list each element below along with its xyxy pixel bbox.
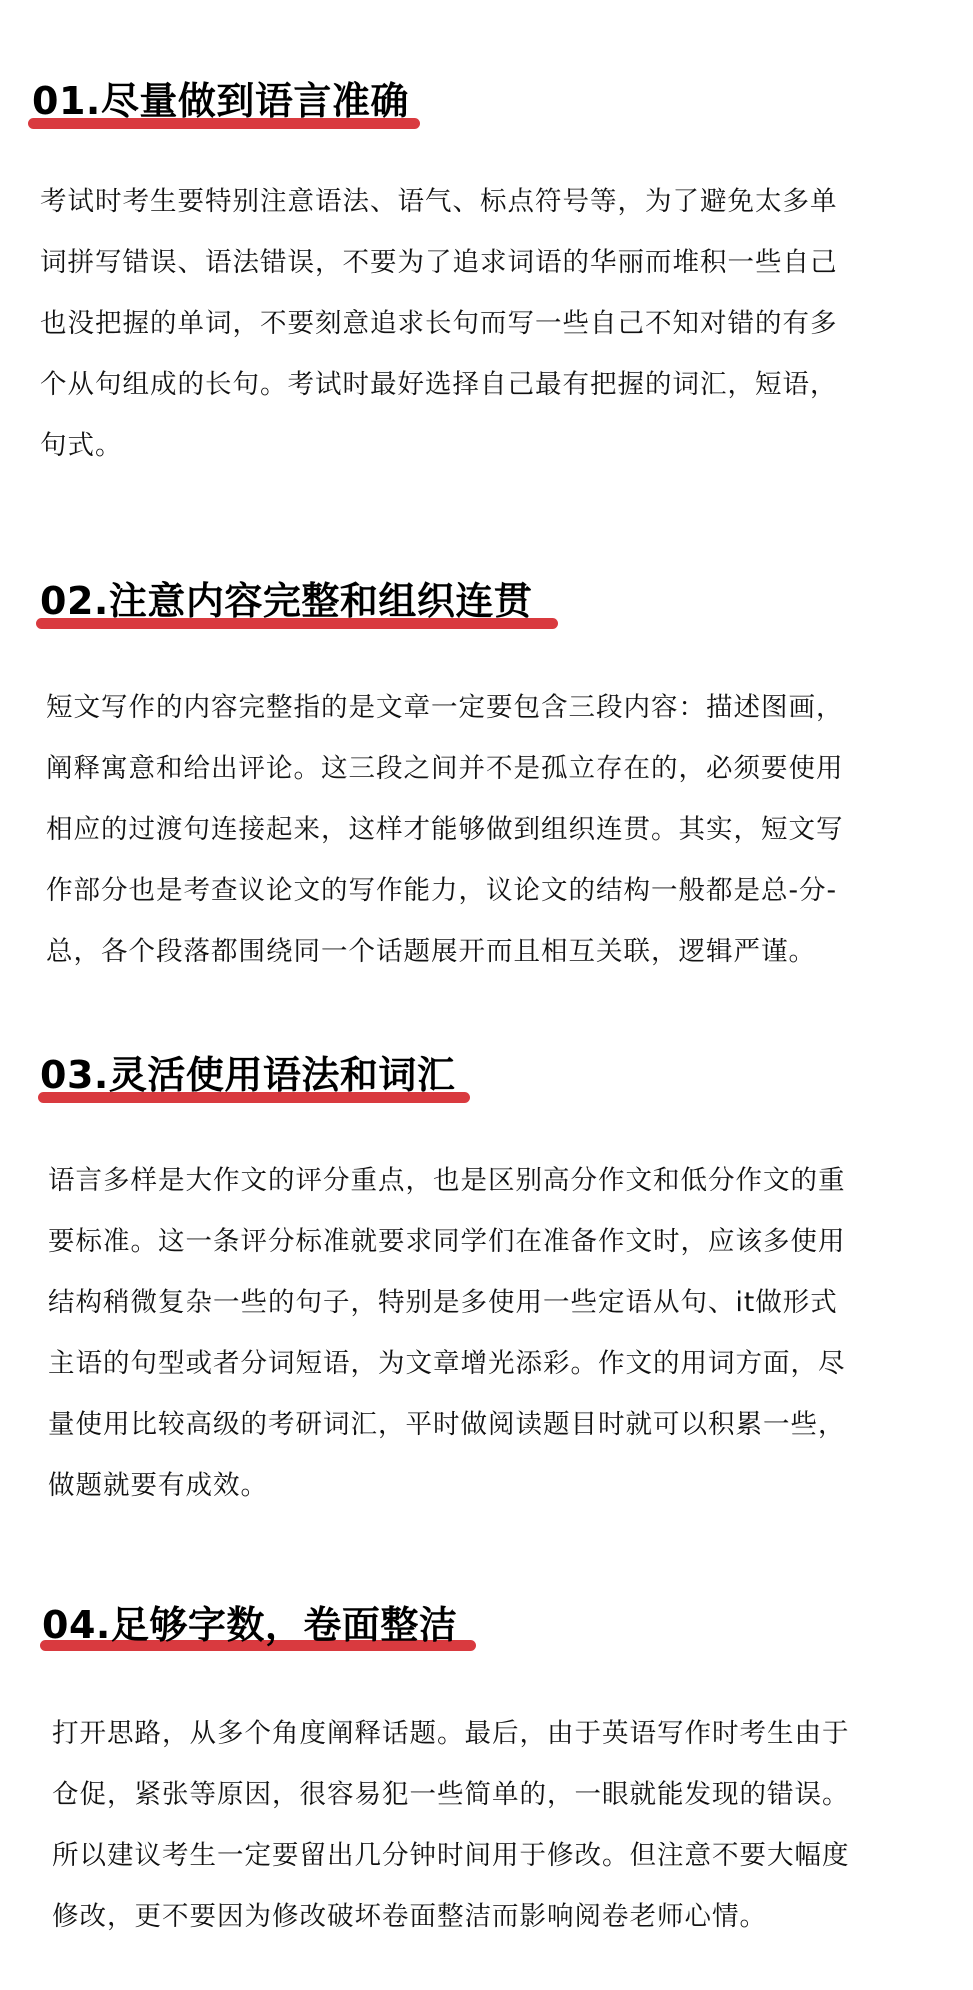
section-paragraph bbox=[40, 171, 838, 476]
paragraph-line: 个从句组成的长句。考试时最好选择自己最有把握的词汇，短语， bbox=[40, 369, 838, 400]
paragraph-line: 总，各个段落都围绕同一个话题展开而且相互关联，逻辑严谨。 bbox=[46, 936, 816, 967]
paragraph-line: 仓促，紧张等原因，很容易犯一些简单的，一眼就能发现的错误。 bbox=[52, 1779, 850, 1810]
paragraph-line: 短文写作的内容完整指的是文章一定要包含三段内容：描述图画， bbox=[46, 692, 844, 723]
paragraph-line: 阐释寓意和给出评论。这三段之间并不是孤立存在的，必须要使用 bbox=[46, 753, 844, 784]
paragraph-line: 考试时考生要特别注意语法、语气、标点符号等，为了避免太多单 bbox=[40, 186, 838, 217]
section-paragraph bbox=[52, 1703, 850, 1947]
paragraph-line: 词拼写错误、语法错误，不要为了追求词语的华丽而堆积一些自己 bbox=[40, 247, 838, 278]
section-heading: 02.注意内容完整和组织连贯 bbox=[40, 579, 533, 623]
section-heading: 03.灵活使用语法和词汇 bbox=[40, 1053, 456, 1097]
section-heading: 01.尽量做到语言准确 bbox=[32, 79, 409, 123]
section-paragraph bbox=[48, 1150, 846, 1516]
paragraph-line: 句式。 bbox=[40, 430, 123, 461]
paragraph-line: 要标准。这一条评分标准就要求同学们在准备作文时，应该多使用 bbox=[48, 1226, 846, 1257]
paragraph-line: 语言多样是大作文的评分重点，也是区别高分作文和低分作文的重 bbox=[48, 1165, 846, 1196]
paragraph-line: 作部分也是考查议论文的写作能力，议论文的结构一般都是总-分- bbox=[46, 875, 838, 906]
paragraph-line: 做题就要有成效。 bbox=[48, 1470, 268, 1501]
paragraph-line: 相应的过渡句连接起来，这样才能够做到组织连贯。其实，短文写 bbox=[46, 814, 844, 845]
paragraph-line: 主语的句型或者分词短语，为文章增光添彩。作文的用词方面，尽 bbox=[48, 1348, 846, 1379]
paragraph-line: 打开思路，从多个角度阐释话题。最后，由于英语写作时考生由于 bbox=[52, 1718, 850, 1749]
section-heading: 04.足够字数，卷面整洁 bbox=[42, 1603, 458, 1647]
paragraph-line: 修改，更不要因为修改破坏卷面整洁而影响阅卷老师心情。 bbox=[52, 1901, 767, 1932]
section-paragraph bbox=[46, 677, 844, 982]
paragraph-line: 结构稍微复杂一些的句子，特别是多使用一些定语从句、it做形式 bbox=[48, 1287, 838, 1318]
paragraph-line: 所以建议考生一定要留出几分钟时间用于修改。但注意不要大幅度 bbox=[52, 1840, 850, 1871]
paragraph-line: 量使用比较高级的考研词汇，平时做阅读题目时就可以积累一些， bbox=[48, 1409, 846, 1440]
paragraph-line: 也没把握的单词，不要刻意追求长句而写一些自己不知对错的有多 bbox=[40, 308, 838, 339]
